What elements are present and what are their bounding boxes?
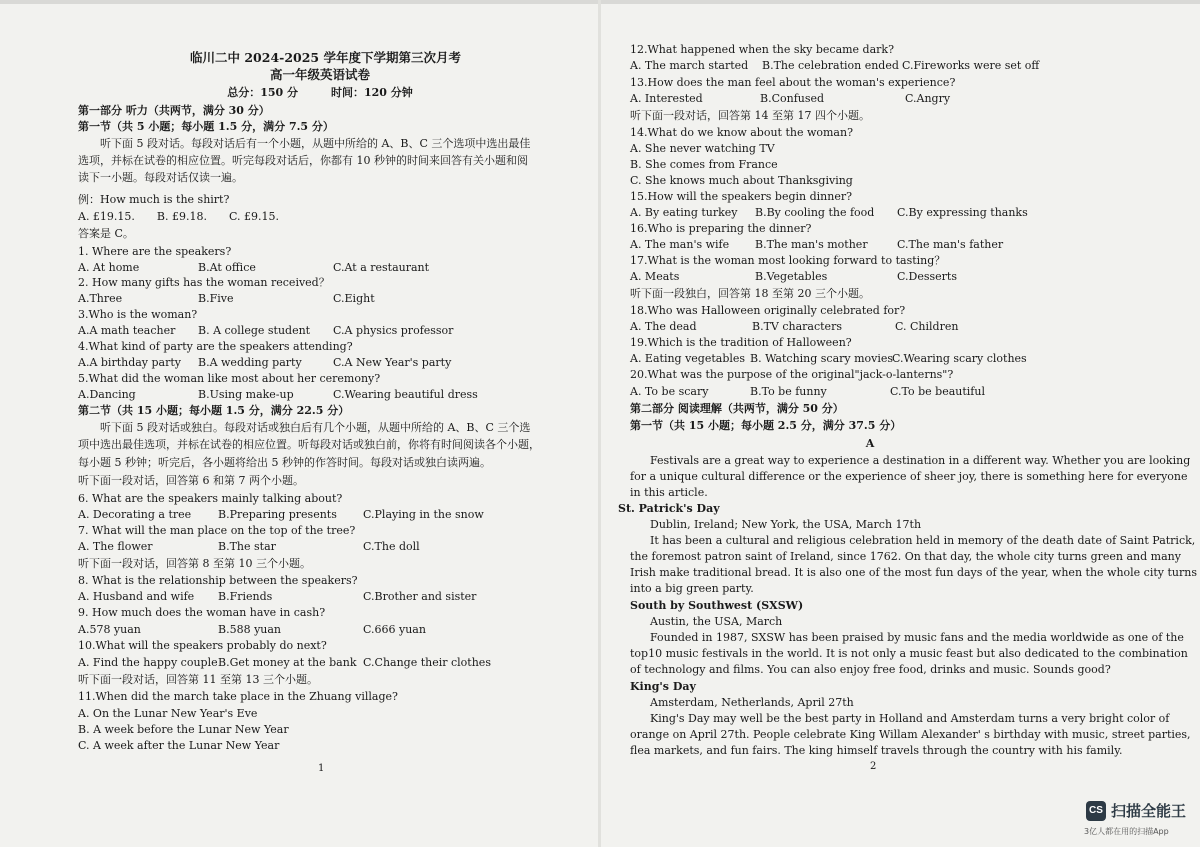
option-b: B.Confused — [760, 92, 825, 105]
listening-prompt: 听下面一段对话，回答第 14 至第 17 四个小题。 — [630, 109, 870, 122]
question-text: 3.Who is the woman? — [78, 308, 198, 321]
example-answer: 答案是 C。 — [78, 227, 134, 240]
option-a: A. On the Lunar New Year's Eve — [78, 707, 258, 720]
question-text: 17.What is the woman most looking forward to tasting？ — [630, 254, 946, 267]
camscanner-logo-icon: CS — [1086, 801, 1106, 821]
option-c: C.Wearing beautiful dress — [333, 388, 478, 401]
option-a: A. Eating vegetables — [630, 352, 746, 365]
section-heading: 第一节（共 15 小题；每小题 2.5 分，满分 37.5 分） — [630, 419, 902, 432]
question-text: 6. What are the speakers mainly talking about? — [78, 492, 343, 505]
instruction-text: 每小题 5 秒钟；听完后，各小题将给出 5 秒钟的作答时间。每段对话或独白读两遍。 — [78, 456, 491, 469]
passage-text: for a unique cultural difference or the experience of sheer joy, there is something here for everyone — [630, 470, 1188, 483]
option-a: A.A math teacher — [78, 324, 176, 337]
option-c: C.By expressing thanks — [897, 206, 1028, 219]
instruction-text: 读下一小题。每段对话仅读一遍。 — [78, 171, 243, 184]
option-b: B. Watching scary movies — [750, 352, 894, 365]
option-a: A. Interested — [630, 92, 703, 105]
option-c: C.To be beautiful — [890, 385, 985, 398]
question-text: 9. How much does the woman have in cash? — [78, 606, 326, 619]
passage-text: Irish make traditional bread. It is also one of the most fun days of the year, when the whole city turns — [630, 566, 1197, 579]
passage-subheading: St. Patrick's Day — [618, 502, 720, 515]
option-c: C. A week after the Lunar New Year — [78, 739, 280, 752]
page-number: 1 — [318, 763, 325, 774]
option-a: A. The flower — [78, 540, 153, 553]
passage-subheading: South by Southwest (SXSW) — [630, 599, 804, 612]
option-c: C.At a restaurant — [333, 261, 430, 274]
option-c: C.666 yuan — [363, 623, 426, 636]
passage-text: Founded in 1987, SXSW has been praised by music fans and the media worldwide as one of the — [650, 631, 1184, 644]
option-c: C.The man's father — [897, 238, 1004, 251]
watermark-tagline: 3亿人都在用的扫描App — [1084, 827, 1169, 836]
option-a: A. Decorating a tree — [78, 508, 192, 521]
option-a: A. Meats — [630, 270, 680, 283]
passage-text: flea markets, and fun fairs. The king himself travels through the country with his family. — [630, 744, 1123, 757]
passage-text: in this article. — [630, 486, 708, 499]
passage-text: King's Day may well be the best party in Holland and Amsterdam turns a very bright color of — [650, 712, 1170, 725]
option-c: C. Children — [895, 320, 959, 333]
question-text: 11.When did the march take place in the Zhuang village? — [78, 690, 398, 703]
passage-subheading: King's Day — [630, 680, 696, 693]
instruction-text: 选项，并标在试卷的相应位置。听完每段对话后，你都有 10 秒钟的时间来回答有关小题和阅 — [78, 154, 528, 167]
passage-location: Austin, the USA, March — [650, 615, 783, 628]
option-c: C. She knows much about Thanksgiving — [630, 174, 853, 187]
exam-title: 临川二中 2024-2025 学年度下学期第三次月考 — [190, 50, 461, 65]
option-b: B.To be funny — [750, 385, 827, 398]
option-b: B. A college student — [198, 324, 311, 337]
option-a: A. The march started — [630, 59, 749, 72]
option-c: C.Desserts — [897, 270, 957, 283]
watermark-app-name: 扫描全能王 — [1111, 802, 1187, 820]
option-a: A. Husband and wife — [78, 590, 195, 603]
option-c: C.A physics professor — [333, 324, 454, 337]
question-text: 1. Where are the speakers? — [78, 245, 232, 258]
question-text: 16.Who is preparing the dinner? — [630, 222, 812, 235]
question-text: 15.How will the speakers begin dinner? — [630, 190, 853, 203]
instruction-text: 听下面 5 段对话。每段对话后有一个小题，从题中所给的 A、B、C 三个选项中选出最佳 — [100, 137, 531, 150]
scanner-watermark — [1086, 801, 1196, 841]
section-heading: 第二部分 阅读理解（共两节，满分 50 分） — [630, 402, 844, 415]
page-number: 2 — [870, 761, 877, 772]
option-a: A.Three — [78, 292, 123, 305]
option-b: B. She comes from France — [630, 158, 778, 171]
passage-text: orange on April 27th. People celebrate King Willam Alexander' s birthday with music, street parties, — [630, 728, 1191, 741]
question-text: 19.Which is the tradition of Halloween? — [630, 336, 852, 349]
option-a: A.578 yuan — [78, 623, 141, 636]
option-b: B.Vegetables — [755, 270, 828, 283]
option-b: B.At office — [198, 261, 256, 274]
section-heading: 第一节（共 5 小题；每小题 1.5 分，满分 7.5 分） — [78, 120, 334, 133]
option-b: B.TV characters — [752, 320, 842, 333]
option-b: B.Preparing presents — [218, 508, 337, 521]
option-a: A. By eating turkey — [630, 206, 738, 219]
option-b: B.Get money at the bank — [218, 656, 357, 669]
question-text: 10.What will the speakers probably do next? — [78, 639, 327, 652]
option-b: B.Friends — [218, 590, 273, 603]
option-a: A.A birthday party — [78, 356, 182, 369]
listening-prompt: 听下面一段对话，回答第 11 至第 13 三个小题。 — [78, 673, 318, 686]
option-c: C.A New Year's party — [333, 356, 452, 369]
exam-subtitle: 高一年级英语试卷 — [269, 67, 370, 82]
exam-page-right — [600, 0, 1200, 847]
option-b: B. A week before the Lunar New Year — [78, 723, 289, 736]
listening-prompt: 听下面一段独白，回答第 18 至第 20 三个小题。 — [630, 287, 870, 300]
question-text: 4.What kind of party are the speakers attending? — [78, 340, 353, 353]
option-a: A. At home — [78, 261, 140, 274]
question-text: 20.What was the purpose of the original"jack-o-lanterns"? — [630, 368, 954, 381]
section-heading: 第一部分 听力（共两节，满分 30 分） — [78, 104, 270, 117]
listening-prompt: 听下面一段对话，回答第 8 至第 10 三个小题。 — [78, 557, 311, 570]
passage-label: A — [865, 437, 875, 450]
option-a: A. The dead — [630, 320, 697, 333]
question-text: 13.How does the man feel about the woman's experience? — [630, 76, 956, 89]
question-text: 14.What do we know about the woman? — [630, 126, 853, 139]
exam-score-time: 总分：150 分 时间：120 分钟 — [227, 86, 413, 99]
option-a: A. To be scary — [630, 385, 709, 398]
option-c: C.The doll — [363, 540, 420, 553]
passage-text: Festivals are a great way to experience a destination in a different way. Whether you are looking — [650, 454, 1191, 467]
option-c: C.Eight — [333, 292, 375, 305]
passage-text: top10 music festivals in the world. It is not only a music feast but also dedicated to the combination — [630, 647, 1188, 660]
option-b: B.The man's mother — [755, 238, 868, 251]
question-text: 18.Who was Halloween originally celebrated for? — [630, 304, 906, 317]
passage-location: Dublin, Ireland; New York, the USA, March 17th — [650, 518, 922, 531]
option-b: B.By cooling the food — [755, 206, 875, 219]
example-options: A. £19.15. B. £9.18. C. £9.15. — [78, 210, 279, 223]
option-a: A.Dancing — [78, 388, 136, 401]
option-a: A. Find the happy couple — [78, 656, 218, 669]
option-b: B.The star — [218, 540, 276, 553]
option-b: B.Using make-up — [198, 388, 294, 401]
option-b: B.The celebration ended — [762, 59, 899, 72]
option-b: B.A wedding party — [198, 356, 302, 369]
question-text: 2. How many gifts has the woman received？ — [78, 276, 330, 289]
option-b: B.Five — [198, 292, 234, 305]
option-c: C.Angry — [905, 92, 951, 105]
question-text: 7. What will the man place on the top of the tree? — [78, 524, 356, 537]
question-text: 5.What did the woman like most about her ceremony? — [78, 372, 381, 385]
option-c: C.Playing in the snow — [363, 508, 484, 521]
option-c: C.Brother and sister — [363, 590, 477, 603]
section-heading: 第二节（共 15 小题；每小题 1.5 分，满分 22.5 分） — [78, 404, 350, 417]
question-text: 8. What is the relationship between the speakers? — [78, 574, 358, 587]
question-text: 12.What happened when the sky became dark? — [630, 43, 894, 56]
instruction-text: 听下面 5 段对话或独白。每段对话或独白后有几个小题，从题中所给的 A、B、C 三个选 — [100, 421, 531, 434]
option-c: C.Fireworks were set off — [902, 59, 1040, 72]
passage-text: of technology and films. You can also enjoy free food, drinks and music. Sounds good? — [630, 663, 1111, 676]
option-a: A. She never watching TV — [630, 142, 775, 155]
passage-text: into a big green party. — [630, 582, 754, 595]
option-a: A. The man's wife — [630, 238, 730, 251]
example-question: 例：How much is the shirt? — [78, 193, 230, 206]
passage-text: the foremost patron saint of Ireland, since 1762. On that day, the whole city turns green and many — [630, 550, 1181, 563]
instruction-text: 项中选出最佳选项，并标在试卷的相应位置。听每段对话或独白前，你将有时间阅读各个小题， — [78, 438, 540, 451]
option-c: C.Change their clothes — [363, 656, 491, 669]
option-c: C.Wearing scary clothes — [892, 352, 1027, 365]
listening-prompt: 听下面一段对话，回答第 6 和第 7 两个小题。 — [78, 474, 304, 487]
passage-location: Amsterdam, Netherlands, April 27th — [650, 696, 854, 709]
passage-text: It has been a cultural and religious celebration held in memory of the death date of Saint Patrick, — [650, 534, 1196, 547]
option-b: B.588 yuan — [218, 623, 282, 636]
